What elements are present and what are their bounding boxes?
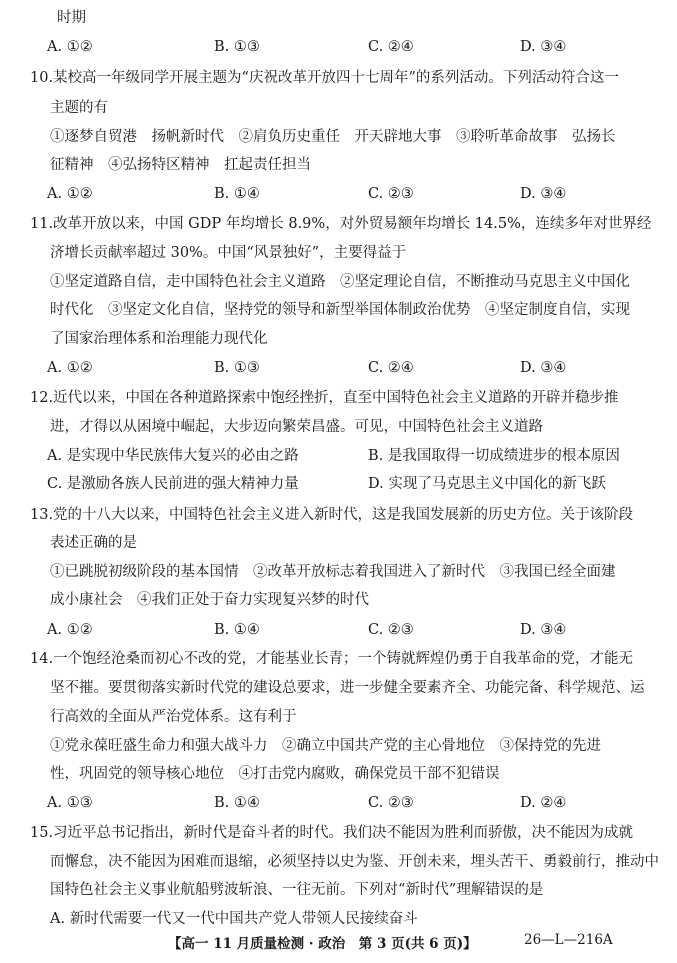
q9-option-a: A. ①② — [47, 39, 93, 55]
top-fragment: 时期 — [57, 10, 86, 26]
q14-item-line: 性，巩固党的领导核心地位 ④打击党内腐败，确保党员干部不犯错误 — [50, 766, 500, 782]
q10-option-b: B. ①④ — [214, 186, 260, 202]
q15-stem-line: 国特色社会主义事业航船劈波斩浪、一往无前。下列对“新时代”理解错误的是 — [50, 882, 544, 898]
q9-option-c: C. ②④ — [368, 39, 414, 55]
q13-option-a: A. ①② — [47, 622, 93, 638]
q11-option-c: C. ②④ — [368, 360, 414, 376]
q14-option-a: A. ①③ — [47, 795, 93, 811]
q15-stem-line: 15.习近平总书记指出，新时代是奋斗者的时代。我们决不能因为胜利而骄傲，决不能因为成就 — [30, 825, 634, 841]
page-footer — [0, 932, 677, 954]
q11-stem-line: 11.改革开放以来，中国 GDP 年均增长 8.9%，对外贸易额年均增长 14.5%，连续多年对世界经 — [30, 216, 652, 232]
q10-item-line: 征精神 ④弘扬特区精神 扛起责任担当 — [50, 157, 311, 173]
q10-option-c: C. ②③ — [368, 186, 414, 202]
q10-stem-line: 10.某校高一年级同学开展主题为“庆祝改革开放四十七周年”的系列活动。下列活动符合这一 — [30, 70, 619, 86]
q14-option-b: B. ①④ — [214, 795, 260, 811]
q11-stem-line: 济增长贡献率超过 30%。中国“风景独好”，主要得益于 — [50, 245, 407, 261]
q13-option-b: B. ①④ — [214, 622, 260, 638]
q12-option-b: B. 是我国取得一切成绩进步的根本原因 — [368, 448, 620, 464]
q11-option-d: D. ③④ — [520, 360, 567, 376]
q13-option-d: D. ③④ — [520, 622, 567, 638]
q14-stem-line: 行高效的全面从严治党体系。这有利于 — [50, 709, 297, 725]
q13-item-line: 成小康社会 ④我们正处于奋力实现复兴梦的时代 — [50, 592, 369, 608]
q10-option-d: D. ③④ — [520, 186, 567, 202]
q12-option-c: C. 是激励各族人民前进的强大精神力量 — [47, 476, 299, 492]
q9-option-d: D. ③④ — [520, 39, 567, 55]
q11-item-line: ①坚定道路自信，走中国特色社会主义道路 ②坚定理论自信，不断推动马克思主义中国化 — [50, 274, 630, 290]
q13-option-c: C. ②③ — [368, 622, 414, 638]
q9-option-b: B. ①③ — [214, 39, 260, 55]
q14-item-line: ①党永葆旺盛生命力和强大战斗力 ②确立中国共产党的主心骨地位 ③保持党的先进 — [50, 738, 601, 754]
q11-item-line: 了国家治理体系和治理能力现代化 — [50, 331, 268, 347]
q12-stem-line: 12.近代以来，中国在各种道路探索中饱经挫折，直至中国特色社会主义道路的开辟并稳步推 — [30, 390, 619, 406]
footer-title: 【高一 11 月质量检测 · 政治 第 3 页(共 6 页)】 — [168, 936, 477, 952]
q12-stem-line: 进，才得以从困境中崛起，大步迈向繁荣昌盛。可见，中国特色社会主义道路 — [50, 419, 543, 435]
q10-option-a: A. ①② — [47, 186, 93, 202]
footer-code: 26—L—216A — [524, 932, 613, 948]
q14-stem-line: 坚不摧。要贯彻落实新时代党的建设总要求，进一步健全要素齐全、功能完备、科学规范、运 — [50, 680, 645, 696]
q14-option-c: C. ②③ — [368, 795, 414, 811]
q13-item-line: ①已跳脱初级阶段的基本国情 ②改革开放标志着我国进入了新时代 ③我国已经全面建 — [50, 564, 616, 580]
q14-stem-line: 14.一个饱经沧桑而初心不改的党，才能基业长青；一个铸就辉煌仍勇于自我革命的党，才能无 — [30, 651, 634, 667]
q13-stem-line: 表述正确的是 — [50, 535, 137, 551]
q11-option-a: A. ①② — [47, 360, 93, 376]
q13-stem-line: 13.党的十八大以来，中国特色社会主义进入新时代，这是我国发展新的历史方位。关于该阶段 — [30, 507, 634, 523]
q12-option-d: D. 实现了马克思主义中国化的新飞跃 — [368, 476, 606, 492]
q11-option-b: B. ①③ — [214, 360, 260, 376]
q10-item-line: ①逐梦自贸港 扬帆新时代 ②肩负历史重任 开天辟地大事 ③聆听革命故事 弘扬长 — [50, 129, 616, 145]
q12-option-a: A. 是实现中华民族伟大复兴的必由之路 — [47, 448, 299, 464]
q11-item-line: 时代化 ③坚定文化自信，坚持党的领导和新型举国体制政治优势 ④坚定制度自信，实现 — [50, 302, 630, 318]
q15-option-a: A. 新时代需要一代又一代中国共产党人带领人民接续奋斗 — [50, 911, 418, 927]
q15-stem-line: 而懈怠，决不能因为困难而退缩，必须坚持以史为鉴、开创未来，埋头苦干、勇毅前行，推动中 — [50, 854, 659, 870]
q14-option-d: D. ②④ — [520, 795, 567, 811]
q10-stem-line: 主题的有 — [50, 100, 108, 116]
